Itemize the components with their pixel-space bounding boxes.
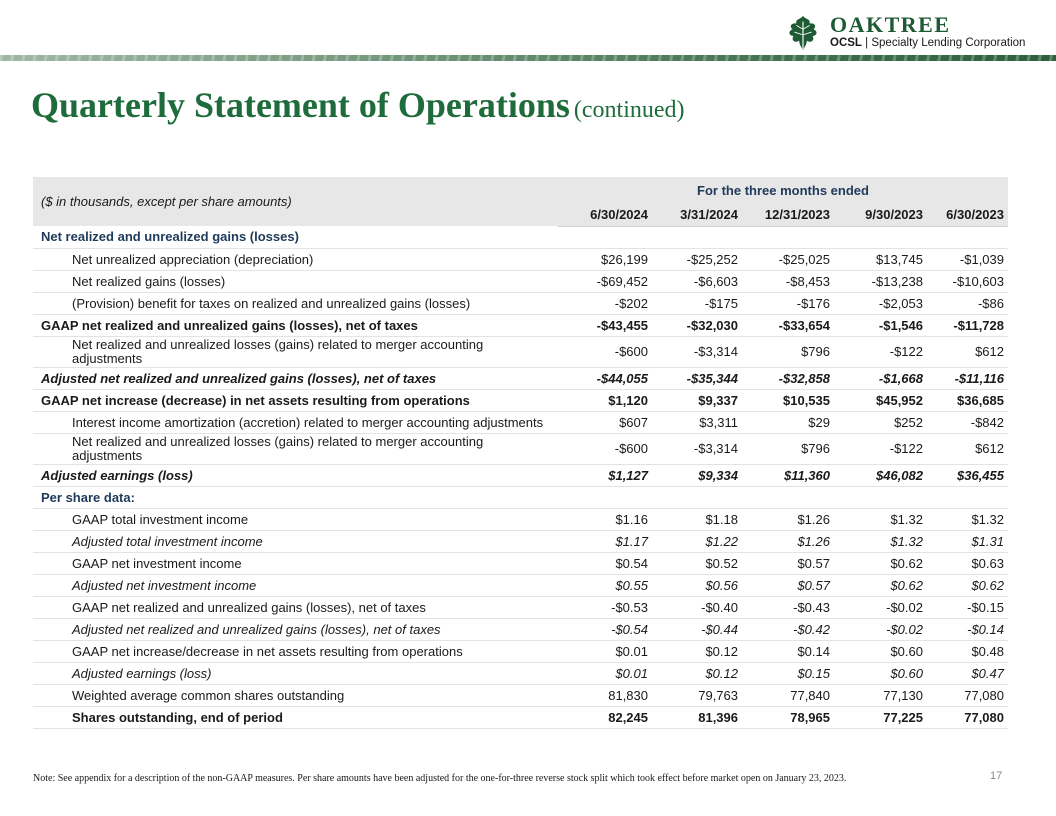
row-label: GAAP net realized and unrealized gains (losses), net of taxes bbox=[33, 596, 558, 618]
cell-value: 77,840 bbox=[742, 684, 834, 706]
cell-value: $0.60 bbox=[834, 640, 927, 662]
cell-value: -$25,252 bbox=[652, 248, 742, 270]
table-row bbox=[33, 336, 1008, 367]
cell-value: 77,080 bbox=[927, 706, 1008, 728]
table-row bbox=[33, 389, 1008, 411]
header-decorative-band bbox=[0, 55, 1056, 61]
table-row bbox=[33, 618, 1008, 640]
column-header: 6/30/2023 bbox=[927, 203, 1008, 226]
cell-value: 78,965 bbox=[742, 706, 834, 728]
table-caption: ($ in thousands, except per share amounts) bbox=[33, 177, 558, 226]
cell-value: -$0.53 bbox=[558, 596, 652, 618]
row-label: Net unrealized appreciation (depreciation) bbox=[33, 248, 558, 270]
footnote: Note: See appendix for a description of the non-GAAP measures. Per share amounts have been adjusted for the one-for-three reverse stock split which took effect before market open on January 23, 2023. bbox=[33, 773, 847, 784]
cell-value bbox=[927, 486, 1008, 508]
table-row bbox=[33, 706, 1008, 728]
row-label: GAAP net realized and unrealized gains (losses), net of taxes bbox=[33, 314, 558, 336]
brand-subtitle bbox=[830, 37, 1025, 49]
cell-value: $1.18 bbox=[652, 508, 742, 530]
cell-value: -$600 bbox=[558, 433, 652, 464]
cell-value: $0.62 bbox=[927, 574, 1008, 596]
cell-value: -$32,858 bbox=[742, 367, 834, 389]
cell-value: -$0.02 bbox=[834, 618, 927, 640]
brand-name: OAKTREE bbox=[830, 12, 951, 37]
company-name: Specialty Lending Corporation bbox=[871, 37, 1026, 49]
cell-value: -$69,452 bbox=[558, 270, 652, 292]
cell-value: -$0.42 bbox=[742, 618, 834, 640]
cell-value: -$175 bbox=[652, 292, 742, 314]
cell-value: $0.62 bbox=[834, 574, 927, 596]
cell-value: -$43,455 bbox=[558, 314, 652, 336]
row-label: GAAP total investment income bbox=[33, 508, 558, 530]
cell-value: -$0.15 bbox=[927, 596, 1008, 618]
cell-value: $0.01 bbox=[558, 662, 652, 684]
row-label: Adjusted net realized and unrealized gains (losses), net of taxes bbox=[33, 618, 558, 640]
table-header-row bbox=[33, 177, 1008, 203]
cell-value: $0.14 bbox=[742, 640, 834, 662]
table-row bbox=[33, 464, 1008, 486]
table-row bbox=[33, 552, 1008, 574]
table-row bbox=[33, 433, 1008, 464]
cell-value: -$8,453 bbox=[742, 270, 834, 292]
row-label: Adjusted net realized and unrealized gains (losses), net of taxes bbox=[33, 367, 558, 389]
table-row bbox=[33, 640, 1008, 662]
cell-value: -$1,039 bbox=[927, 248, 1008, 270]
row-label: GAAP net increase (decrease) in net assets resulting from operations bbox=[33, 389, 558, 411]
cell-value: $0.52 bbox=[652, 552, 742, 574]
row-label: Net realized and unrealized losses (gains) related to merger accounting adjustments bbox=[33, 336, 558, 367]
table-row bbox=[33, 684, 1008, 706]
cell-value: $0.57 bbox=[742, 574, 834, 596]
cell-value: $0.12 bbox=[652, 662, 742, 684]
cell-value bbox=[558, 486, 652, 508]
column-header: 3/31/2024 bbox=[652, 203, 742, 226]
cell-value: $612 bbox=[927, 336, 1008, 367]
cell-value: $0.54 bbox=[558, 552, 652, 574]
cell-value: $612 bbox=[927, 433, 1008, 464]
cell-value: $46,082 bbox=[834, 464, 927, 486]
table-row bbox=[33, 367, 1008, 389]
company-logo bbox=[784, 12, 1024, 52]
row-label: Interest income amortization (accretion) related to merger accounting adjustments bbox=[33, 411, 558, 433]
cell-value: -$13,238 bbox=[834, 270, 927, 292]
statement-table bbox=[33, 177, 1008, 729]
cell-value: -$35,344 bbox=[652, 367, 742, 389]
row-label: Per share data: bbox=[33, 486, 558, 508]
cell-value bbox=[742, 226, 834, 248]
cell-value: $10,535 bbox=[742, 389, 834, 411]
column-header: 9/30/2023 bbox=[834, 203, 927, 226]
period-span-header: For the three months ended bbox=[558, 177, 1008, 203]
row-label: Net realized and unrealized gains (losses) bbox=[33, 226, 558, 248]
table-row bbox=[33, 596, 1008, 618]
cell-value: -$3,314 bbox=[652, 433, 742, 464]
section-header-row bbox=[33, 226, 1008, 248]
cell-value: 77,225 bbox=[834, 706, 927, 728]
cell-value: $796 bbox=[742, 433, 834, 464]
cell-value: $0.63 bbox=[927, 552, 1008, 574]
row-label: Net realized gains (losses) bbox=[33, 270, 558, 292]
cell-value: $0.47 bbox=[927, 662, 1008, 684]
cell-value: $0.48 bbox=[927, 640, 1008, 662]
cell-value: -$33,654 bbox=[742, 314, 834, 336]
cell-value: 82,245 bbox=[558, 706, 652, 728]
cell-value: $1.32 bbox=[927, 508, 1008, 530]
cell-value: $45,952 bbox=[834, 389, 927, 411]
column-header: 6/30/2024 bbox=[558, 203, 652, 226]
column-header: 12/31/2023 bbox=[742, 203, 834, 226]
cell-value: $13,745 bbox=[834, 248, 927, 270]
brand-divider: | bbox=[865, 37, 869, 49]
row-label: Net realized and unrealized losses (gains) related to merger accounting adjustments bbox=[33, 433, 558, 464]
cell-value: -$0.43 bbox=[742, 596, 834, 618]
ticker: OCSL bbox=[830, 37, 862, 49]
section-header-row bbox=[33, 486, 1008, 508]
row-label: Weighted average common shares outstanding bbox=[33, 684, 558, 706]
cell-value bbox=[652, 486, 742, 508]
row-label: Adjusted net investment income bbox=[33, 574, 558, 596]
table-row bbox=[33, 411, 1008, 433]
cell-value: -$0.40 bbox=[652, 596, 742, 618]
cell-value: -$600 bbox=[558, 336, 652, 367]
cell-value: 81,830 bbox=[558, 684, 652, 706]
page-title-suffix: (continued) bbox=[573, 97, 685, 123]
cell-value: $0.57 bbox=[742, 552, 834, 574]
cell-value: -$86 bbox=[927, 292, 1008, 314]
cell-value: 77,080 bbox=[927, 684, 1008, 706]
cell-value: $9,334 bbox=[652, 464, 742, 486]
cell-value: $1.26 bbox=[742, 508, 834, 530]
table-row bbox=[33, 314, 1008, 336]
cell-value bbox=[558, 226, 652, 248]
cell-value: -$32,030 bbox=[652, 314, 742, 336]
table-row bbox=[33, 248, 1008, 270]
cell-value: $607 bbox=[558, 411, 652, 433]
page-number: 17 bbox=[990, 770, 1003, 782]
cell-value: $0.01 bbox=[558, 640, 652, 662]
cell-value: $3,311 bbox=[652, 411, 742, 433]
page-title-main: Quarterly Statement of Operations bbox=[31, 85, 570, 125]
cell-value bbox=[927, 226, 1008, 248]
table-row bbox=[33, 662, 1008, 684]
cell-value: $36,685 bbox=[927, 389, 1008, 411]
cell-value: $1.32 bbox=[834, 530, 927, 552]
table-row bbox=[33, 270, 1008, 292]
cell-value: $1.16 bbox=[558, 508, 652, 530]
cell-value: $26,199 bbox=[558, 248, 652, 270]
table-row bbox=[33, 292, 1008, 314]
table-row bbox=[33, 530, 1008, 552]
cell-value: $1,120 bbox=[558, 389, 652, 411]
row-label: Shares outstanding, end of period bbox=[33, 706, 558, 728]
cell-value: -$3,314 bbox=[652, 336, 742, 367]
cell-value: $0.15 bbox=[742, 662, 834, 684]
cell-value: $0.12 bbox=[652, 640, 742, 662]
cell-value: -$25,025 bbox=[742, 248, 834, 270]
cell-value: $252 bbox=[834, 411, 927, 433]
cell-value: $1.22 bbox=[652, 530, 742, 552]
cell-value: -$122 bbox=[834, 336, 927, 367]
cell-value bbox=[834, 226, 927, 248]
cell-value: $36,455 bbox=[927, 464, 1008, 486]
cell-value: -$6,603 bbox=[652, 270, 742, 292]
row-label: Adjusted earnings (loss) bbox=[33, 662, 558, 684]
cell-value: -$0.14 bbox=[927, 618, 1008, 640]
cell-value: -$11,116 bbox=[927, 367, 1008, 389]
row-label: (Provision) benefit for taxes on realized and unrealized gains (losses) bbox=[33, 292, 558, 314]
cell-value bbox=[834, 486, 927, 508]
cell-value: 77,130 bbox=[834, 684, 927, 706]
cell-value: 81,396 bbox=[652, 706, 742, 728]
cell-value: $796 bbox=[742, 336, 834, 367]
cell-value: $9,337 bbox=[652, 389, 742, 411]
cell-value bbox=[652, 226, 742, 248]
table-row bbox=[33, 508, 1008, 530]
row-label: Adjusted total investment income bbox=[33, 530, 558, 552]
cell-value: $1.32 bbox=[834, 508, 927, 530]
row-label: GAAP net investment income bbox=[33, 552, 558, 574]
cell-value: $1,127 bbox=[558, 464, 652, 486]
cell-value: -$202 bbox=[558, 292, 652, 314]
cell-value: -$0.02 bbox=[834, 596, 927, 618]
cell-value: -$1,668 bbox=[834, 367, 927, 389]
row-label: Adjusted earnings (loss) bbox=[33, 464, 558, 486]
cell-value: -$11,728 bbox=[927, 314, 1008, 336]
cell-value: $0.55 bbox=[558, 574, 652, 596]
cell-value: $1.17 bbox=[558, 530, 652, 552]
table-body bbox=[33, 226, 1008, 728]
cell-value: -$10,603 bbox=[927, 270, 1008, 292]
cell-value: 79,763 bbox=[652, 684, 742, 706]
cell-value: -$176 bbox=[742, 292, 834, 314]
cell-value: $1.31 bbox=[927, 530, 1008, 552]
cell-value: $1.26 bbox=[742, 530, 834, 552]
cell-value: -$0.44 bbox=[652, 618, 742, 640]
cell-value: $0.60 bbox=[834, 662, 927, 684]
cell-value: $29 bbox=[742, 411, 834, 433]
cell-value: -$0.54 bbox=[558, 618, 652, 640]
cell-value: -$2,053 bbox=[834, 292, 927, 314]
page-title bbox=[31, 84, 685, 126]
cell-value: $0.62 bbox=[834, 552, 927, 574]
row-label: GAAP net increase/decrease in net assets resulting from operations bbox=[33, 640, 558, 662]
cell-value: -$1,546 bbox=[834, 314, 927, 336]
oak-leaf-icon bbox=[784, 14, 822, 52]
cell-value: $11,360 bbox=[742, 464, 834, 486]
cell-value: -$842 bbox=[927, 411, 1008, 433]
table-row bbox=[33, 574, 1008, 596]
cell-value: $0.56 bbox=[652, 574, 742, 596]
cell-value bbox=[742, 486, 834, 508]
cell-value: -$122 bbox=[834, 433, 927, 464]
cell-value: -$44,055 bbox=[558, 367, 652, 389]
